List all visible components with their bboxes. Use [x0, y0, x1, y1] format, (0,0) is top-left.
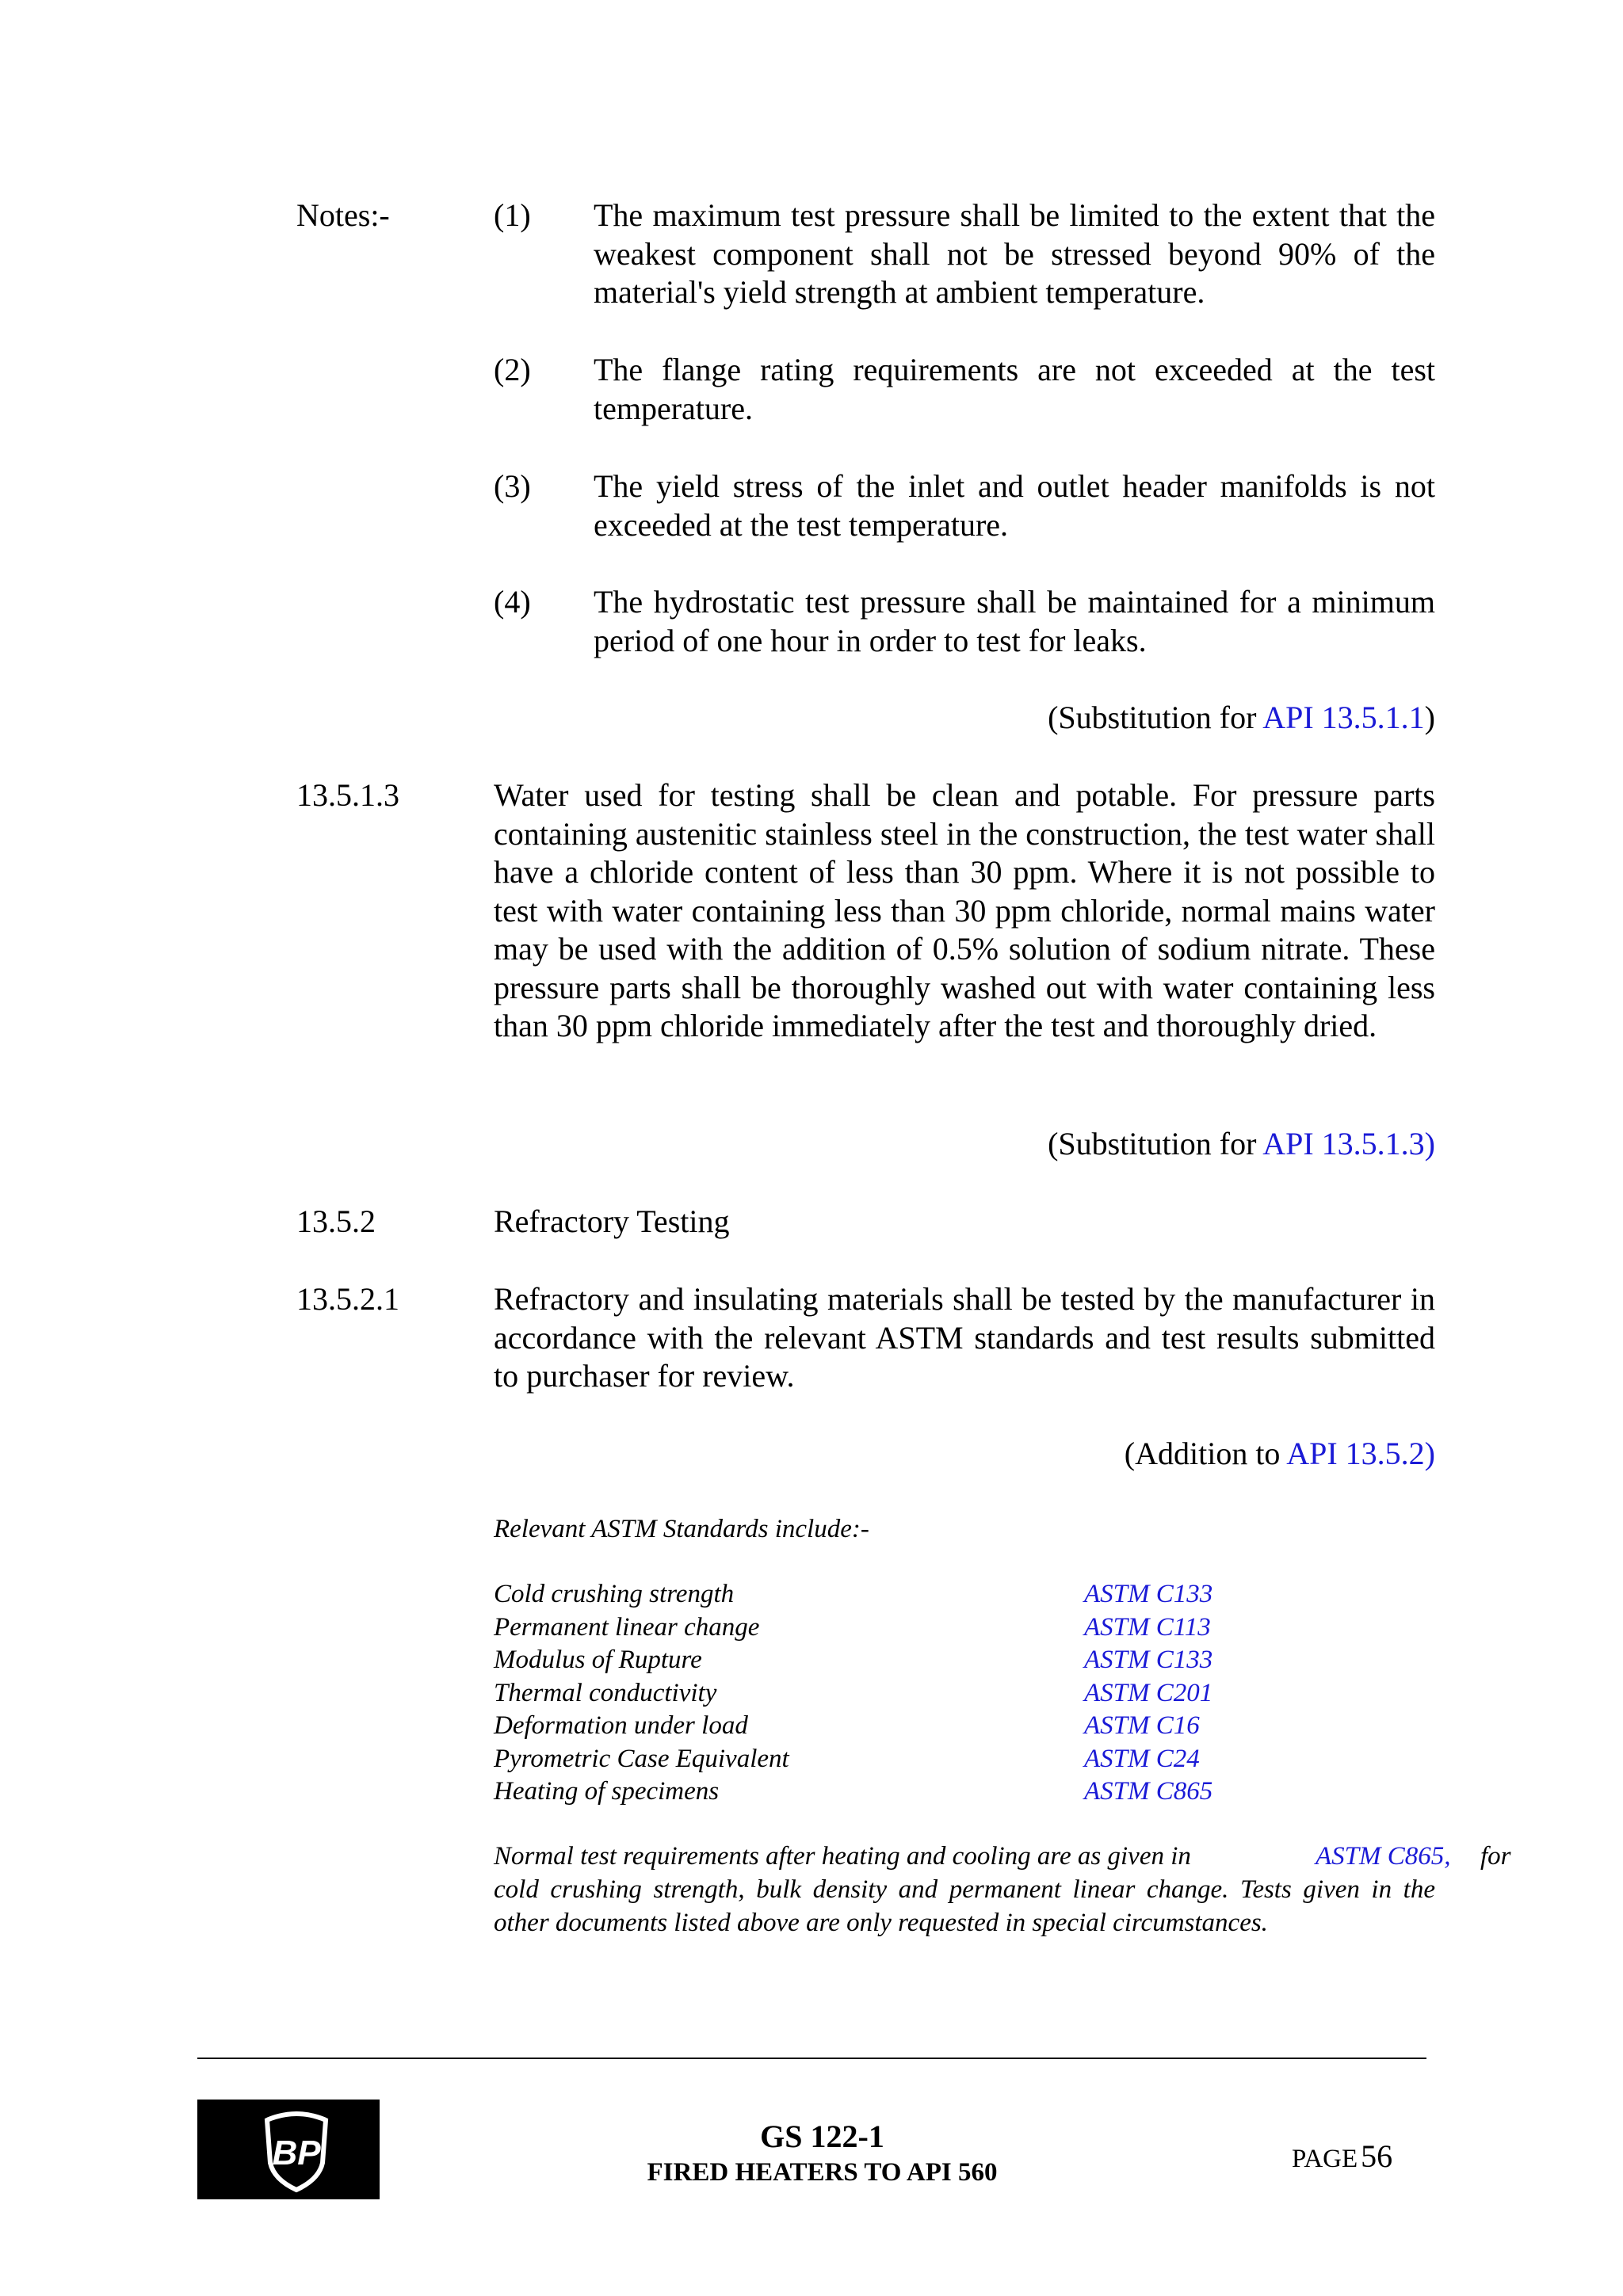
standard-ref-link[interactable]: ASTM C201: [1084, 1678, 1213, 1707]
standard-name: Heating of specimens: [494, 1777, 720, 1806]
standard-ref-link[interactable]: ASTM C24: [1084, 1744, 1200, 1773]
addition-note: [792, 1435, 1435, 1474]
section-text: Refractory and insulating materials shall be tested by the manufacturer in accordance with the relevant ASTM standards and test results submitted to purchaser for review.: [494, 1281, 1435, 1394]
normal-test-text: cold crushing strength, bulk density and permanent linear change. Tests given in the other documents listed above are only requested in special circumstances.: [494, 1875, 1435, 1937]
substitution-note: [792, 699, 1435, 738]
standard-name: Modulus of Rupture: [494, 1646, 702, 1674]
section-number: 13.5.1.3: [296, 777, 399, 813]
standard-ref-link[interactable]: ASTM C113: [1084, 1612, 1211, 1642]
normal-test-line1: [494, 1840, 1524, 1874]
standard-row: [494, 1775, 1524, 1809]
standard-ref-link[interactable]: ASTM C865: [1084, 1777, 1213, 1806]
standard-row: [494, 1710, 1524, 1743]
standard-row: [494, 1677, 1524, 1711]
standard-row: [494, 1578, 1524, 1611]
note-number: (1): [494, 197, 531, 233]
logo-text: BP: [272, 2134, 321, 2172]
note-text: The flange rating requirements are not exceeded at the test temperature.: [594, 352, 1435, 426]
substitution-prefix: (Substitution for: [1048, 1126, 1263, 1161]
note-number: (3): [494, 468, 531, 504]
astm-c865-link[interactable]: ASTM C865,: [1316, 1842, 1451, 1871]
footer-divider: [197, 2058, 1426, 2059]
section-number: 13.5.2.1: [296, 1281, 399, 1317]
standard-ref-link[interactable]: ASTM C133: [1084, 1646, 1213, 1674]
section-heading: Refractory Testing: [494, 1203, 730, 1239]
note-text: The maximum test pressure shall be limited to the extent that the weakest component shall not be stressed beyond 90% of the material's yield strength at ambient temperature.: [594, 197, 1435, 310]
standard-row: [494, 1611, 1524, 1645]
section-text: Water used for testing shall be clean and potable. For pressure parts containing austenitic stainless steel in the construction, the test water shall have a chloride content of less than 30 ppm. Where it is not possible to test with water containing less than 30 ppm chloride, normal mains water may be used with the addition of 0.5% solution of sodium nitrate. These pressure parts shall be thoroughly washed out with water containing less than 30 ppm chloride immediately after the test and thoroughly dried.: [494, 777, 1435, 1043]
api-reference-link[interactable]: API 13.5.2): [1286, 1436, 1435, 1471]
page-number: [1292, 2138, 1392, 2175]
page-label: PAGE: [1292, 2145, 1358, 2173]
notes-label: Notes:-: [296, 197, 390, 233]
normal-test-suffix: for: [1480, 1842, 1511, 1871]
section-number: 13.5.2: [296, 1203, 376, 1239]
standard-name: Thermal conductivity: [494, 1678, 717, 1707]
note-text: The hydrostatic test pressure shall be maintained for a minimum period of one hour in order to test for leaks.: [594, 584, 1435, 658]
normal-test-prefix: Normal test requirements after heating and cooling are as given in: [494, 1842, 1191, 1871]
api-reference-link[interactable]: API 13.5.1.3): [1262, 1126, 1435, 1161]
substitution-suffix: ): [1424, 700, 1435, 735]
standard-ref-link[interactable]: ASTM C16: [1084, 1711, 1200, 1740]
standard-name: Deformation under load: [494, 1711, 748, 1740]
standards-list: [494, 1578, 1524, 1816]
api-reference-link[interactable]: API 13.5.1.1: [1262, 700, 1425, 735]
substitution-note: [792, 1125, 1435, 1164]
standard-name: Permanent linear change: [494, 1612, 760, 1642]
note-number: (2): [494, 352, 531, 387]
page-num: 56: [1361, 2138, 1393, 2174]
standard-name: Pyrometric Case Equivalent: [494, 1744, 789, 1773]
doc-code: GS 122-1: [760, 2119, 884, 2154]
substitution-prefix: (Substitution for: [1048, 700, 1263, 735]
note-text: The yield stress of the inlet and outlet header manifolds is not exceeded at the test temperature.: [594, 468, 1435, 543]
standard-row: [494, 1743, 1524, 1776]
addition-prefix: (Addition to: [1124, 1436, 1287, 1471]
standard-ref-link[interactable]: ASTM C133: [1084, 1580, 1213, 1608]
standards-intro: Relevant ASTM Standards include:-: [494, 1515, 869, 1543]
doc-title: FIRED HEATERS TO API 560: [647, 2158, 998, 2187]
standard-row: [494, 1644, 1524, 1677]
standard-name: Cold crushing strength: [494, 1580, 735, 1608]
note-number: (4): [494, 584, 531, 620]
